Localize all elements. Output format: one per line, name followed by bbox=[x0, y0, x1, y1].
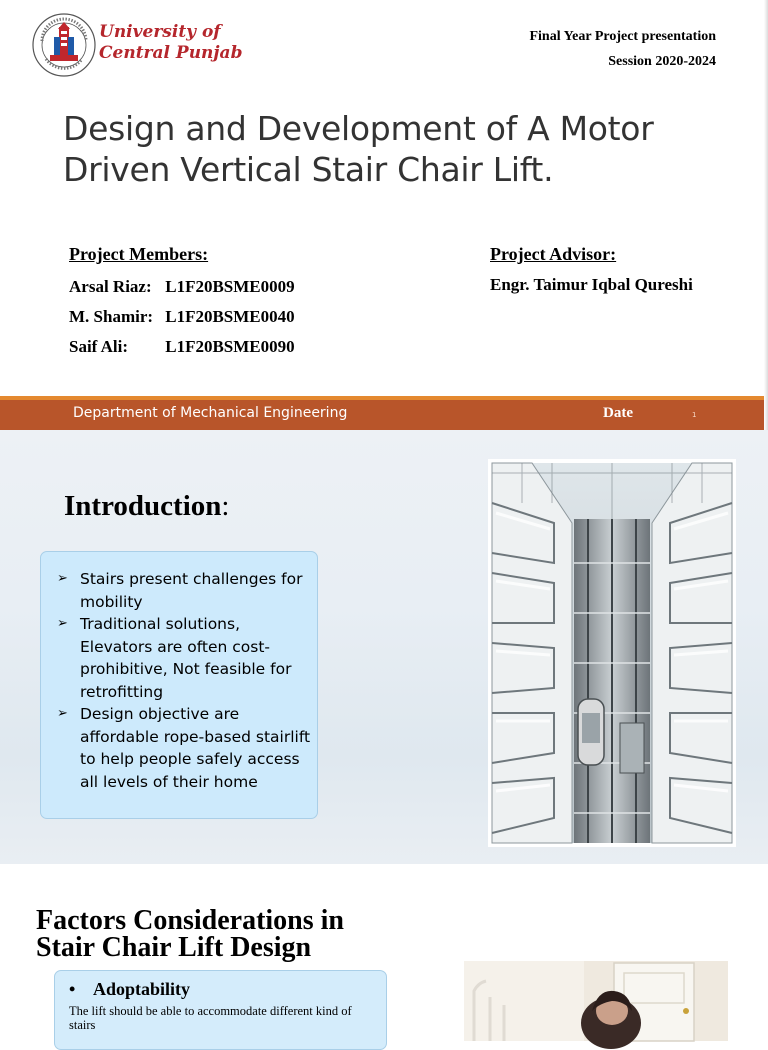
page-number: 1 bbox=[692, 411, 697, 419]
list-item bbox=[57, 613, 311, 703]
presentation-type: Final Year Project presentation bbox=[529, 29, 716, 44]
title-slide bbox=[0, 0, 768, 430]
introduction-bullets bbox=[57, 568, 311, 793]
member-name: Saif Ali: bbox=[69, 337, 129, 356]
member-id: L1F20BSME0090 bbox=[165, 337, 295, 356]
bullet-text: Traditional solutions, Elevators are often cost-prohibitive, Not feasible for retrofitting bbox=[80, 615, 292, 701]
member-id: L1F20BSME0040 bbox=[165, 307, 295, 326]
stair-chair-lift-photo bbox=[464, 961, 728, 1041]
factors-title bbox=[36, 907, 344, 961]
university-name-line2: Central Punjab bbox=[99, 43, 243, 63]
project-title-line1: Design and Development of A Motor bbox=[63, 109, 654, 148]
advisor-heading: Project Advisor: bbox=[490, 244, 617, 264]
glass-elevator-atrium-photo bbox=[492, 463, 732, 843]
factor-heading-text: Adoptability bbox=[93, 979, 191, 999]
bullet-text: Design objective are affordable rope-based stairlift to help people safely access all levels of their home bbox=[80, 705, 311, 791]
introduction-title-text: Introduction bbox=[64, 490, 222, 522]
project-members bbox=[69, 244, 295, 362]
university-seal-logo bbox=[32, 13, 96, 77]
factors-title-line2: Stair Chair Lift Design bbox=[36, 932, 312, 963]
arrow-bullet-icon: ➢ bbox=[57, 571, 68, 586]
introduction-box bbox=[40, 551, 318, 819]
introduction-slide bbox=[0, 430, 768, 864]
list-item bbox=[57, 568, 311, 613]
factor-heading bbox=[69, 979, 372, 1000]
factors-title-line1: Factors Considerations in bbox=[36, 905, 344, 936]
members-heading: Project Members: bbox=[69, 244, 209, 264]
slide-edge-shadow bbox=[764, 0, 768, 430]
member-id: L1F20BSME0009 bbox=[165, 277, 295, 296]
university-name bbox=[99, 22, 242, 64]
arrow-bullet-icon: ➢ bbox=[57, 706, 68, 721]
bullet-dot-icon: • bbox=[69, 979, 76, 999]
factor-description: The lift should be able to accommodate different kind of stairs bbox=[69, 1004, 352, 1032]
member-row bbox=[69, 272, 295, 302]
project-advisor bbox=[490, 244, 693, 295]
arrow-bullet-icon: ➢ bbox=[57, 616, 68, 631]
factors-slide bbox=[0, 864, 768, 1032]
project-title-line2: Driven Vertical Stair Chair Lift. bbox=[63, 150, 554, 189]
department-label: Department of Mechanical Engineering bbox=[73, 405, 348, 421]
member-name: M. Shamir: bbox=[69, 307, 154, 326]
member-name: Arsal Riaz: bbox=[69, 277, 152, 296]
factor-box bbox=[54, 970, 387, 1050]
member-row bbox=[69, 332, 295, 362]
advisor-name: Engr. Taimur Iqbal Qureshi bbox=[490, 275, 693, 294]
university-name-line1: University of bbox=[99, 22, 221, 42]
elevator-photo-frame bbox=[488, 459, 736, 847]
presentation-header bbox=[529, 24, 716, 74]
introduction-title-colon: : bbox=[221, 490, 230, 522]
slide-footer bbox=[0, 396, 764, 430]
member-row bbox=[69, 302, 295, 332]
bullet-text: Stairs present challenges for mobility bbox=[80, 570, 303, 611]
date-label: Date bbox=[603, 405, 633, 421]
project-title bbox=[63, 108, 723, 190]
session-label: Session 2020-2024 bbox=[608, 54, 716, 69]
list-item bbox=[57, 703, 311, 793]
introduction-title bbox=[64, 490, 229, 523]
